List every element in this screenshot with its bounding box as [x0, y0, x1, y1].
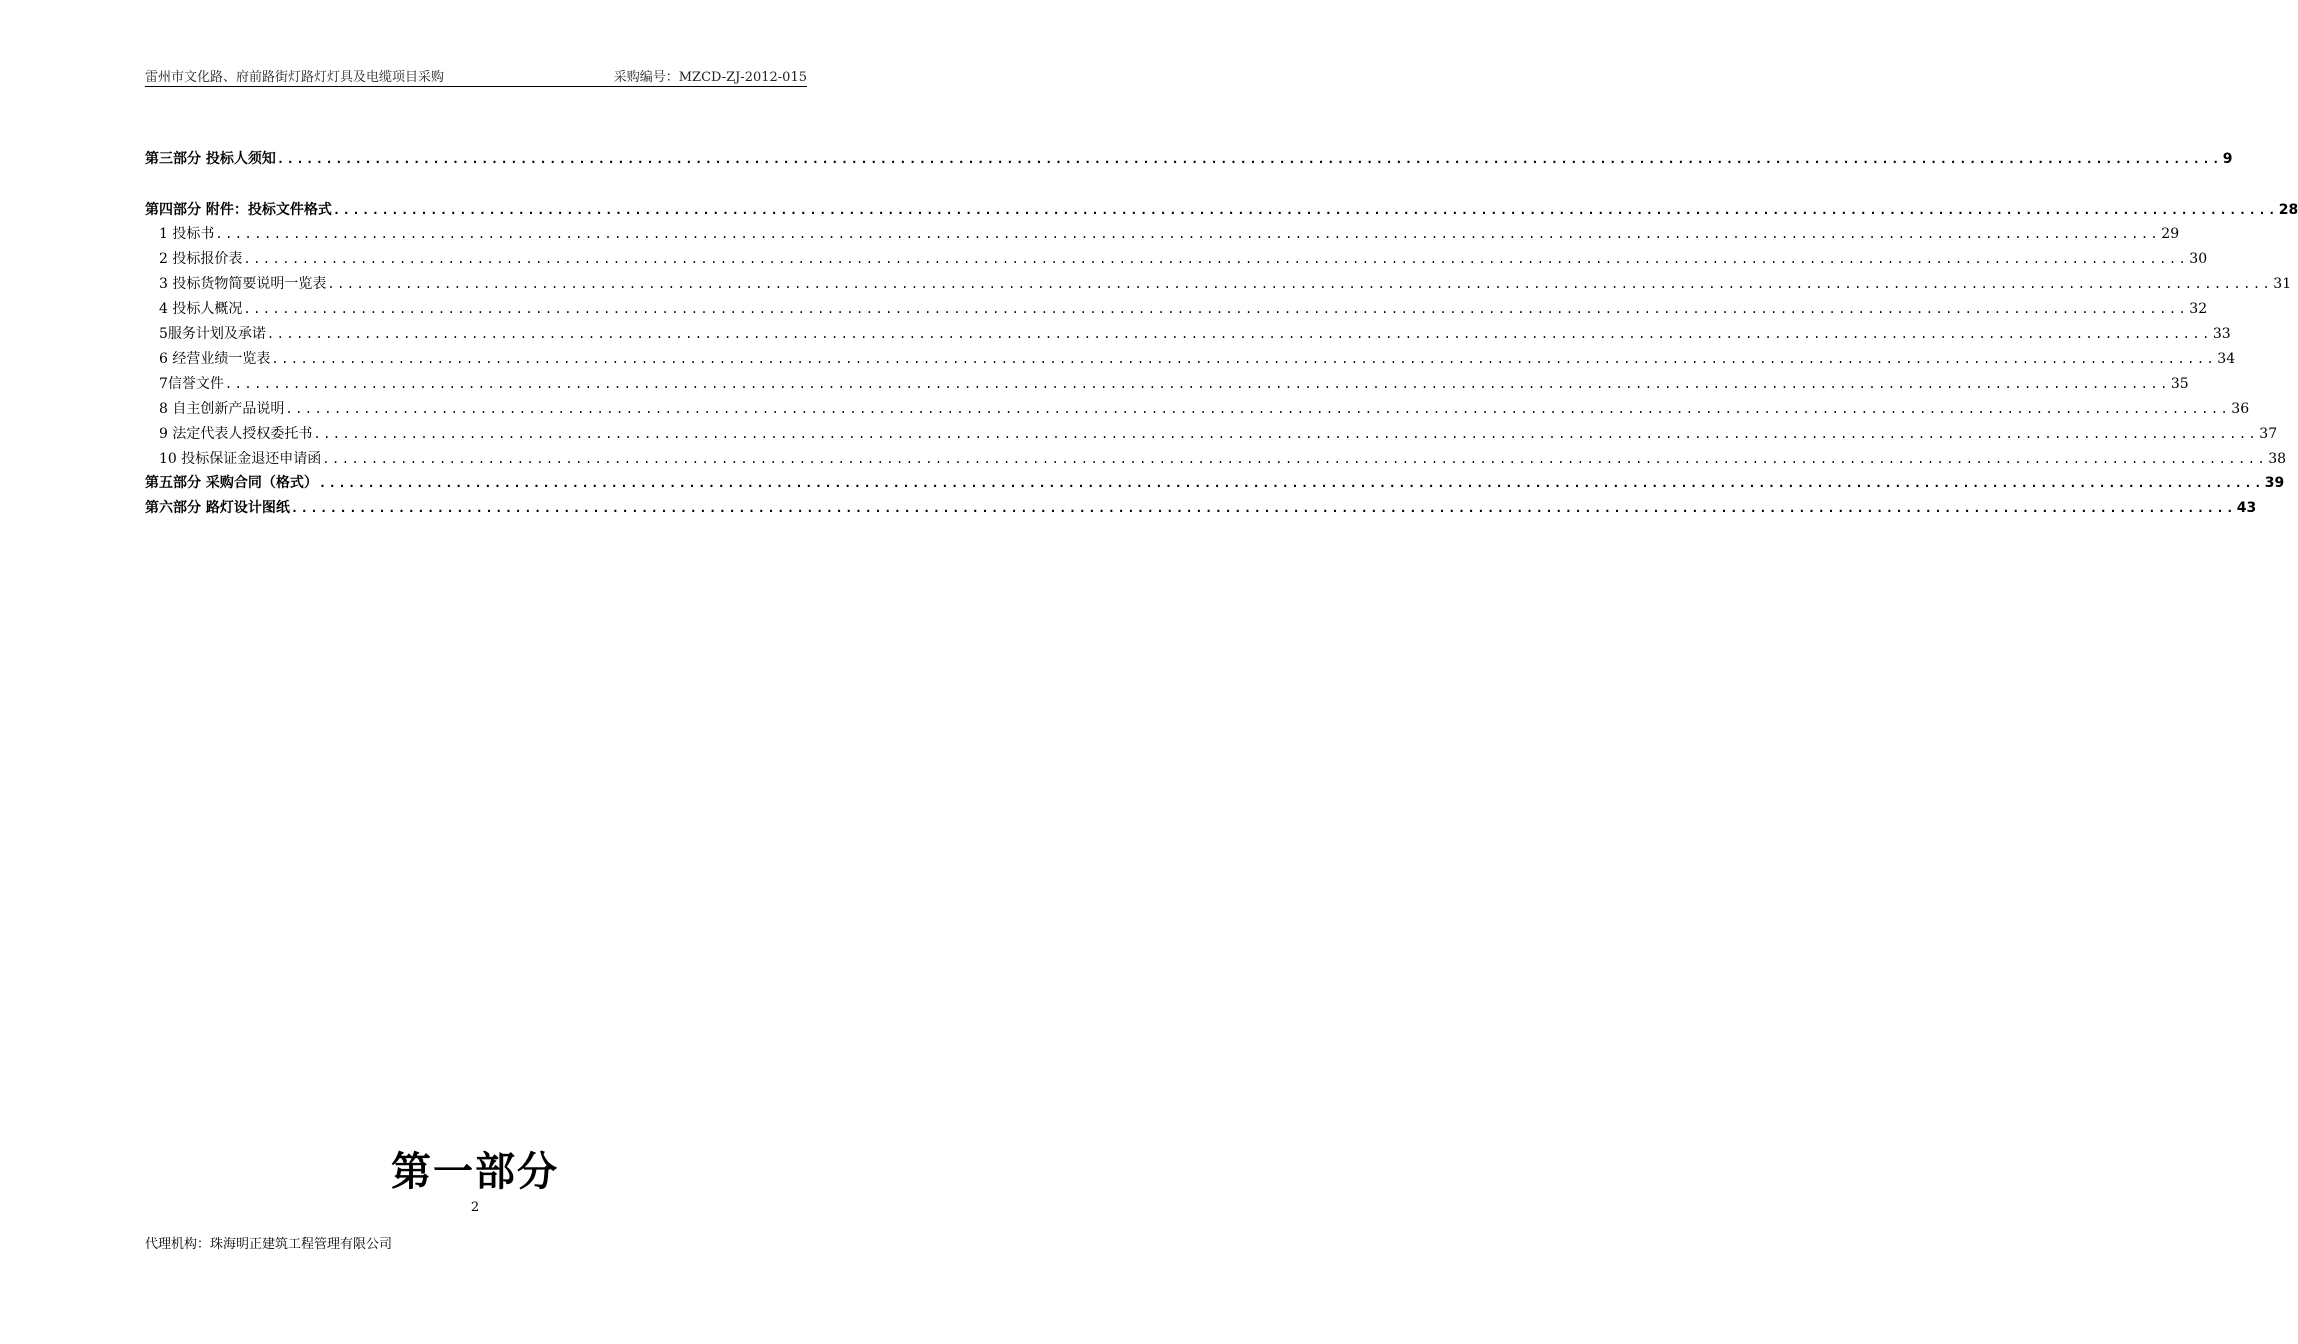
toc-entry-label: 第三部分 投标人须知	[145, 151, 276, 167]
toc-entry[interactable]	[145, 472, 2285, 494]
toc-dot-leader: ........................................................................................................................................................................................................	[327, 277, 2273, 291]
page-number: 2	[470, 1200, 480, 1215]
toc-entry-label: 9 法定代表人授权委托书	[159, 426, 313, 442]
toc-entry[interactable]	[145, 199, 2298, 221]
toc-entry-page: 36	[2231, 401, 2250, 417]
project-title: 雷州市文化路、府前路街灯路灯灯具及电缆项目采购	[145, 70, 445, 85]
footer-agency: 代理机构：珠海明正建筑工程管理有限公司	[145, 1237, 393, 1252]
toc-entry-label: 1 投标书	[159, 226, 215, 242]
toc-entry-label: 4 投标人概况	[159, 301, 243, 317]
toc-dot-leader: ........................................................................................................................................................................................................	[243, 302, 2189, 316]
toc-entry-label: 6 经营业绩一览表	[159, 351, 271, 367]
toc-entry-page: 29	[2161, 226, 2180, 242]
toc-entry-page: 39	[2264, 475, 2285, 491]
toc-entry[interactable]	[145, 497, 2257, 519]
toc-entry[interactable]	[145, 448, 2287, 470]
procurement-number: 采购编号：MZCD-ZJ-2012-015	[613, 70, 807, 85]
toc-entry-page: 31	[2273, 276, 2292, 292]
toc-entry-page: 35	[2170, 376, 2189, 392]
toc-entry[interactable]	[145, 248, 2208, 270]
toc-dot-leader: ........................................................................................................................................................................................................	[332, 203, 2278, 217]
toc-entry[interactable]	[145, 273, 2292, 295]
toc-entry-label: 5服务计划及承诺	[159, 326, 266, 342]
toc-dot-leader: ........................................................................................................................................................................................................	[266, 327, 2212, 341]
toc-dot-leader: ........................................................................................................................................................................................................	[243, 252, 2189, 266]
toc-entry[interactable]	[145, 148, 2233, 170]
toc-entry-label: 第四部分 附件：投标文件格式	[145, 202, 332, 218]
toc-entry[interactable]	[145, 223, 2180, 245]
toc-entry-label: 3 投标货物简要说明一览表	[159, 276, 327, 292]
toc-dot-leader: ........................................................................................................................................................................................................	[224, 377, 2170, 391]
toc-entry-label: 10 投标保证金退还申请函	[159, 451, 322, 467]
toc-entry-page: 30	[2189, 251, 2208, 267]
toc-entry-label: 第六部分 路灯设计图纸	[145, 500, 290, 516]
toc-entry-page: 9	[2222, 151, 2233, 167]
toc-entry-label: 7信誉文件	[159, 376, 224, 392]
toc-entry[interactable]	[145, 323, 2231, 345]
toc-entry-page: 38	[2268, 451, 2287, 467]
toc-entry-page: 43	[2236, 500, 2257, 516]
toc-dot-leader: ........................................................................................................................................................................................................	[290, 501, 2236, 515]
toc-entry-page: 37	[2259, 426, 2278, 442]
toc-dot-leader: ........................................................................................................................................................................................................	[318, 476, 2264, 490]
toc-dot-leader: ........................................................................................................................................................................................................	[215, 227, 2161, 241]
toc-entry-page: 32	[2189, 301, 2208, 317]
toc-entry-label: 8 自主创新产品说明	[159, 401, 285, 417]
toc-dot-leader: ........................................................................................................................................................................................................	[285, 402, 2231, 416]
toc-entry-label: 第五部分 采购合同（格式）	[145, 475, 318, 491]
toc-entry[interactable]	[145, 398, 2250, 420]
toc-dot-leader: ........................................................................................................................................................................................................	[322, 452, 2268, 466]
page-header	[145, 66, 807, 87]
toc-entry[interactable]	[145, 348, 2236, 370]
toc-entry[interactable]	[145, 373, 2189, 395]
toc-dot-leader: ........................................................................................................................................................................................................	[271, 352, 2217, 366]
toc-entry-page: 28	[2278, 202, 2298, 218]
toc-dot-leader: ........................................................................................................................................................................................................	[313, 427, 2259, 441]
toc-dot-leader: ........................................................................................................................................................................................................	[276, 152, 2222, 166]
toc-entry-label: 2 投标报价表	[159, 251, 243, 267]
toc-entry-page: 34	[2217, 351, 2236, 367]
toc-entry-page: 33	[2212, 326, 2231, 342]
toc-entry[interactable]	[145, 298, 2208, 320]
part-title: 第一部分	[391, 1148, 559, 1195]
toc-entry[interactable]	[145, 423, 2278, 445]
